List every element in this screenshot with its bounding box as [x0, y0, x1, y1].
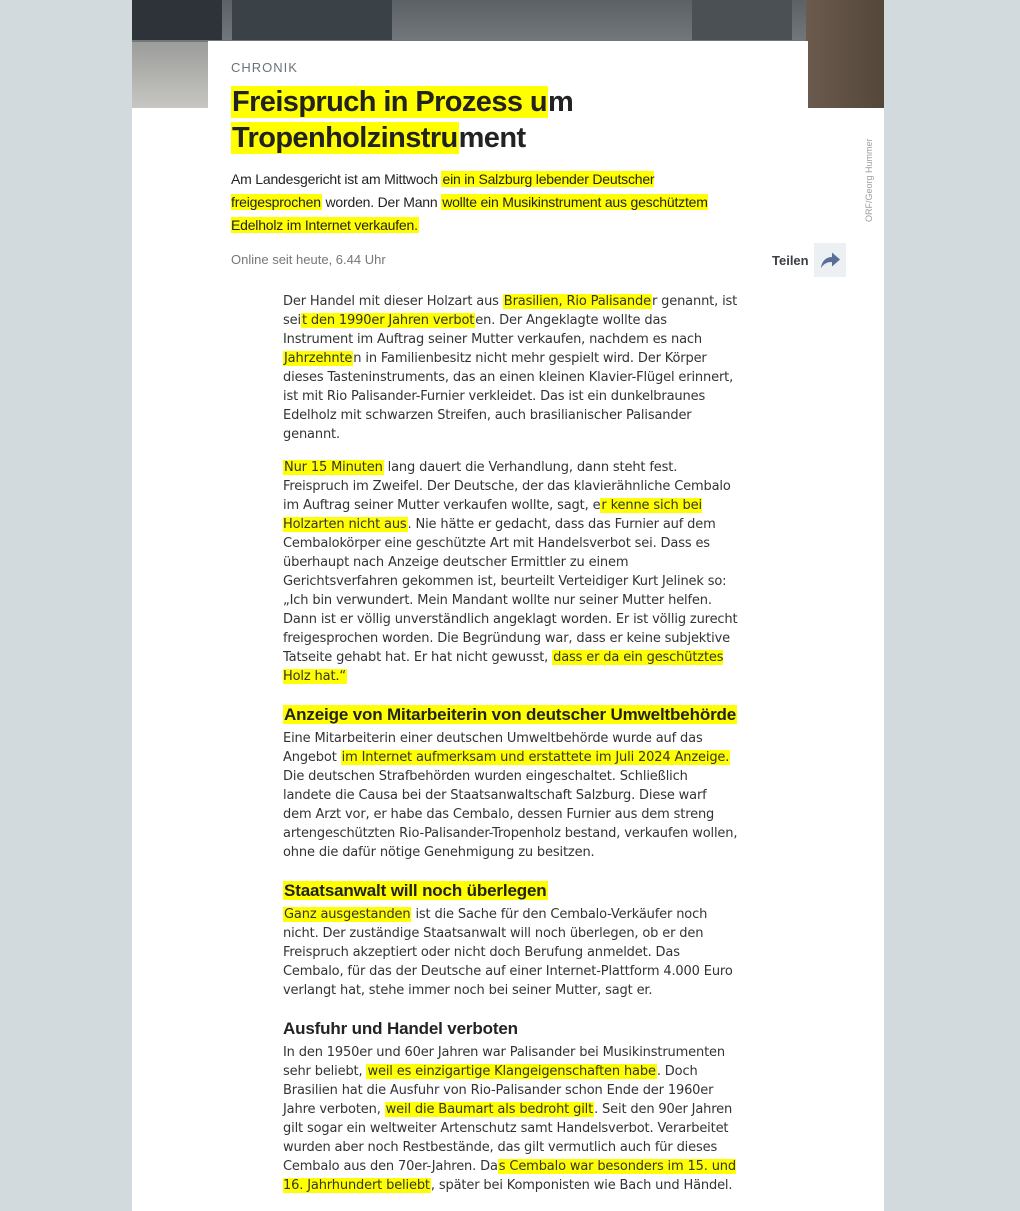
text: lang dauert die Verhandlung, dann steht fest. Freispruch im Zweifel. Der Deutsche, der das klavierähnliche Cembalo im Auftrag seiner Mutter verkaufen wollte, sagt, e — [283, 460, 731, 513]
share-arrow-icon[interactable] — [814, 243, 846, 277]
highlight: Brasilien, Rio Palisande — [503, 294, 651, 309]
hero-window-mid — [232, 0, 392, 40]
headline-text: m — [547, 86, 574, 118]
paragraph — [283, 458, 738, 686]
text: Eine Mitarbeiterin einer deutschen Umweltbehörde wurde auf das Angebot — [283, 731, 703, 765]
teaser-highlight: ein in Salzburg lebender Deutscher freigesprochen — [231, 171, 655, 210]
paragraph — [283, 292, 738, 444]
hero-window-left — [132, 0, 222, 40]
publish-time: Online seit heute, 6.44 Uhr — [231, 252, 386, 267]
highlight: weil es einzigartige Klangeigenschaften habe — [367, 1064, 656, 1079]
paragraph — [283, 1043, 738, 1195]
highlight: t den 1990er Jahren verbot — [301, 313, 475, 328]
hero-column — [806, 0, 884, 108]
teaser-text: Am Landesgericht ist am Mittwoch — [231, 171, 442, 187]
share-label[interactable]: Teilen — [772, 252, 809, 268]
paragraph — [283, 729, 738, 862]
paragraph — [283, 905, 738, 1000]
text: r genannt, ist sei — [283, 294, 738, 328]
highlight: Staatsanwalt will noch überlegen — [284, 881, 547, 900]
highlight: Ganz ausgestanden — [284, 907, 411, 922]
text: n in Familienbesitz nicht mehr gespielt wird. Der Körper dieses Tasteninstruments, das an einen kleinen Klavier-Flügel erinnert, ist mit Rio Palisander-Furnier verkleidet. Das ist ein dunkelbraunes Edelholz mit schwarzen Streifen, auch brasilianischer Palisander genannt. — [283, 351, 734, 442]
text: . Doch Brasilien hat die Ausfuhr von Rio-Palisander schon Ende der 1960er Jahre verboten, — [283, 1064, 714, 1117]
subheading — [283, 880, 738, 902]
highlight: s Cembalo war besonders im 15. und 16. Jahrhundert beliebt — [283, 1159, 736, 1193]
text: . Nie hätte er gedacht, dass das Furnier auf dem Cembalokörper eine geschützte Art mit Handelsverbot sei. Dass es überhaupt nach Anzeige deutscher Ermittler zu einem Gerichtsverfahren gekommen ist, beurteilt Verteidiger Kurt Jelinek so: „Ich bin verwundert. Mein Mandant wollte nur seiner Mutter helfen. Dann ist er völlig unverständlich angeklagt worden. Er ist völlig zurecht freigesprochen worden. Die Begründung war, dass er keine subjektive Tatseite gehabt hat. Er hat nicht gewusst, — [283, 517, 738, 665]
highlight: Nur 15 Minuten — [284, 460, 383, 475]
text: In den 1950er und 60er Jahren war Palisander bei Musikinstrumenten sehr beliebt, — [283, 1045, 725, 1079]
highlight: im Internet aufmerksam und erstattete im Juli 2024 Anzeige. — [341, 750, 730, 765]
headline-text: ment — [458, 122, 526, 154]
highlight: r kenne sich bei Holzarten nicht aus — [283, 498, 702, 532]
hero-window-right — [692, 0, 792, 40]
subheading: Ausfuhr und Handel verboten — [283, 1019, 518, 1038]
text: Der Handel mit dieser Holzart aus — [283, 294, 503, 309]
share-button[interactable] — [772, 243, 846, 277]
highlight: Anzeige von Mitarbeiterin von deutscher Umweltbehörde — [284, 705, 737, 724]
text: , später bei Komponisten wie Bach und Händel. — [430, 1178, 733, 1193]
teaser-text: worden. Der Mann — [321, 194, 442, 210]
headline-highlight: Freispruch in Prozess u — [232, 86, 547, 118]
article-headline — [231, 84, 791, 156]
subheading — [283, 704, 738, 726]
text: en. Der Angeklagte wollte das Instrument im Auftrag seiner Mutter verkaufen, nachdem es nach — [283, 313, 703, 347]
text: Die deutschen Strafbehörden wurden eingeschaltet. Schließlich landete die Causa bei der Staatsanwaltschaft Salzburg. Diese warf dem Arzt vor, er habe das Cembalo, dessen Furnier aus dem streng artengeschützten Rio-Palisander-Tropenholz bestand, verkaufen wollen, ohne die dafür nötige Genehmigung zu besitzen. — [283, 769, 738, 860]
highlight: Jahrzehnte — [284, 351, 353, 366]
article-body — [283, 292, 738, 1209]
highlight: dass er da ein geschütztes Holz hat.“ — [283, 650, 724, 684]
section-label[interactable]: CHRONIK — [231, 60, 298, 75]
teaser-highlight: wollte ein Musikinstrument aus geschütztem Edelholz im Internet verkaufen. — [231, 194, 708, 233]
text: ist die Sache für den Cembalo-Verkäufer noch nicht. Der zuständige Staatsanwalt will noch überlegen, ob er den Freispruch akzeptiert oder nicht doch Berufung anmeldet. Das Cembalo, für das der Deutsche auf einer Internet-Plattform 4.000 Euro verlangt hat, stehe immer noch bei seiner Mutter, sagt er. — [283, 907, 733, 998]
photo-credit: ORF/Georg Hummer — [864, 138, 874, 222]
headline-highlight: Tropenholzinstru — [232, 122, 458, 154]
text: . Seit den 90er Jahren gilt sogar ein weltweiter Artenschutz samt Handelsverbot. Verarbeitet wurden aber noch Restbestände, das gilt vermutlich auch für dieses Cembalo aus den 70er-Jahren. Da — [283, 1102, 733, 1174]
highlight: weil die Baumart als bedroht gilt — [385, 1102, 594, 1117]
article-teaser — [231, 168, 741, 237]
